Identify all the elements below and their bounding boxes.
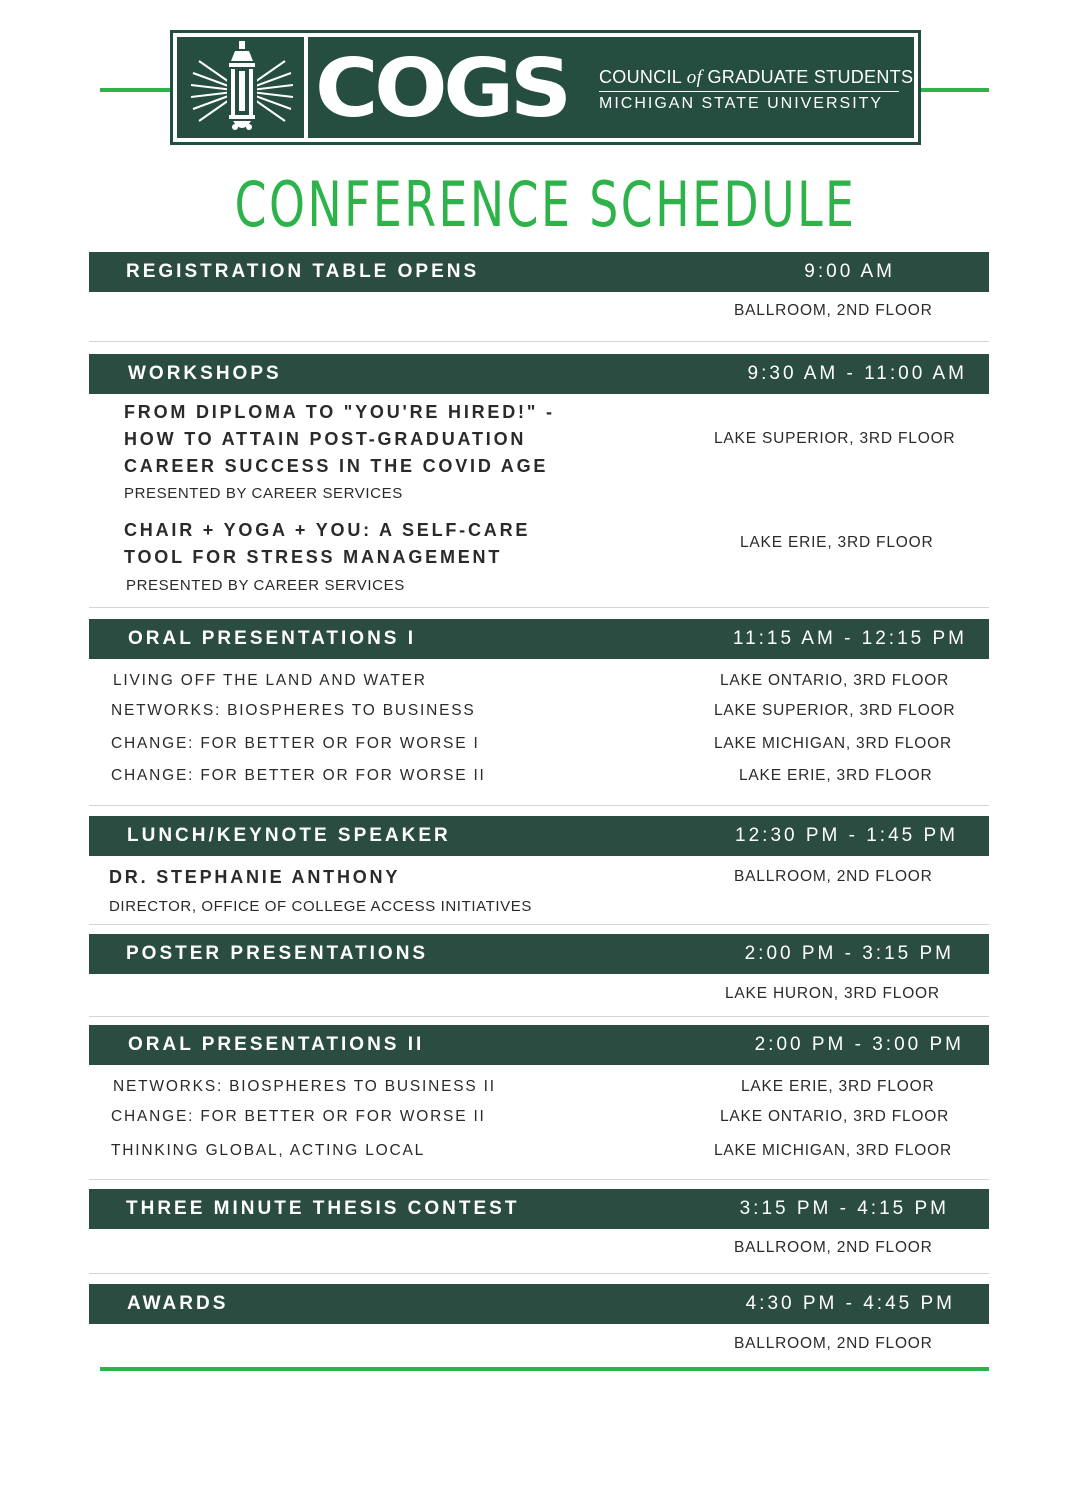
session-name: NETWORKS: BIOSPHERES TO BUSINESS: [111, 702, 476, 719]
room-text: LAKE ONTARIO, 3RD FLOOR: [720, 1108, 950, 1125]
room-text: BALLROOM, 2ND FLOOR: [734, 1239, 933, 1256]
section-label: ORAL PRESENTATIONS I: [128, 628, 417, 649]
divider: [89, 924, 989, 925]
section-bar-lunch: [89, 816, 989, 856]
section-label: WORKSHOPS: [128, 363, 282, 384]
section-time: 4:30 PM - 4:45 PM: [745, 1293, 955, 1314]
section-label: LUNCH/KEYNOTE SPEAKER: [127, 825, 451, 846]
session-name: CHANGE: FOR BETTER OR FOR WORSE II: [111, 1108, 486, 1125]
room-text: LAKE MICHIGAN, 3RD FLOOR: [714, 735, 952, 752]
session-name: CHANGE: FOR BETTER OR FOR WORSE I: [111, 735, 480, 752]
room-text: LAKE SUPERIOR, 3RD FLOOR: [714, 702, 956, 719]
room-text: LAKE ERIE, 3RD FLOOR: [740, 534, 934, 551]
header-rule-left: [100, 88, 170, 92]
section-label: REGISTRATION TABLE OPENS: [126, 261, 480, 282]
room-text: LAKE ERIE, 3RD FLOOR: [741, 1078, 935, 1095]
section-bar-oral-2: [89, 1025, 989, 1065]
logo-divider: [304, 37, 308, 138]
cogs-logo: [170, 30, 921, 145]
session-name: LIVING OFF THE LAND AND WATER: [113, 672, 427, 689]
header-rule-right: [921, 88, 989, 92]
logo-subtitle-line1: COUNCIL of GRADUATE STUDENTS: [599, 67, 914, 88]
workshop-presenter: PRESENTED BY CAREER SERVICES: [126, 577, 405, 594]
section-time: 2:00 PM - 3:15 PM: [744, 943, 954, 964]
room-text: BALLROOM, 2ND FLOOR: [734, 868, 933, 885]
section-time: 9:00 AM: [804, 261, 895, 282]
section-label: POSTER PRESENTATIONS: [126, 943, 429, 964]
section-time: 3:15 PM - 4:15 PM: [739, 1198, 949, 1219]
workshop-title: CHAIR + YOGA + YOU: A SELF-CARE TOOL FOR STRESS MANAGEMENT: [124, 520, 531, 567]
divider: [89, 341, 989, 342]
room-text: LAKE ERIE, 3RD FLOOR: [739, 767, 933, 784]
logo-wordmark: COGS: [315, 42, 568, 135]
footer-rule: [100, 1367, 989, 1371]
room-text: LAKE HURON, 3RD FLOOR: [725, 985, 940, 1002]
room-text: BALLROOM, 2ND FLOOR: [734, 1335, 933, 1352]
divider: [89, 1016, 989, 1017]
section-bar-workshops: [89, 354, 989, 394]
room-text: LAKE MICHIGAN, 3RD FLOOR: [714, 1142, 952, 1159]
section-label: ORAL PRESENTATIONS II: [128, 1034, 425, 1055]
section-bar-awards: [89, 1284, 989, 1324]
session-name: NETWORKS: BIOSPHERES TO BUSINESS II: [113, 1078, 496, 1095]
divider: [89, 1179, 989, 1180]
page-title: CONFERENCE SCHEDULE: [234, 168, 857, 241]
section-bar-thesis: [89, 1189, 989, 1229]
divider: [89, 1273, 989, 1274]
section-time: 12:30 PM - 1:45 PM: [735, 825, 958, 846]
section-time: 11:15 AM - 12:15 PM: [732, 628, 967, 649]
section-label: THREE MINUTE THESIS CONTEST: [126, 1198, 520, 1219]
section-bar-registration: [89, 252, 989, 292]
section-bar-poster: [89, 934, 989, 974]
workshop-presenter: PRESENTED BY CAREER SERVICES: [124, 485, 403, 502]
logo-subtitle-line2: MICHIGAN STATE UNIVERSITY: [599, 95, 884, 112]
section-time: 2:00 PM - 3:00 PM: [754, 1034, 964, 1055]
room-text: LAKE ONTARIO, 3RD FLOOR: [720, 672, 950, 689]
logo-underline: [599, 91, 899, 92]
keynote-speaker: DR. STEPHANIE ANTHONY: [109, 867, 401, 887]
keynote-speaker-title: DIRECTOR, OFFICE OF COLLEGE ACCESS INITIATIVES: [109, 898, 532, 915]
session-name: THINKING GLOBAL, ACTING LOCAL: [111, 1142, 426, 1159]
session-name: CHANGE: FOR BETTER OR FOR WORSE II: [111, 767, 486, 784]
workshop-title: FROM DIPLOMA TO "YOU'RE HIRED!" - HOW TO ATTAIN POST-GRADUATION CAREER SUCCESS IN THE COVID AGE: [124, 402, 555, 476]
section-time: 9:30 AM - 11:00 AM: [747, 363, 967, 384]
divider: [89, 805, 989, 806]
section-label: AWARDS: [127, 1293, 229, 1314]
divider: [89, 607, 989, 608]
section-bar-oral-1: [89, 619, 989, 659]
lantern-icon: [185, 39, 299, 143]
room-text: LAKE SUPERIOR, 3RD FLOOR: [714, 430, 956, 447]
room-text: BALLROOM, 2ND FLOOR: [734, 302, 933, 319]
